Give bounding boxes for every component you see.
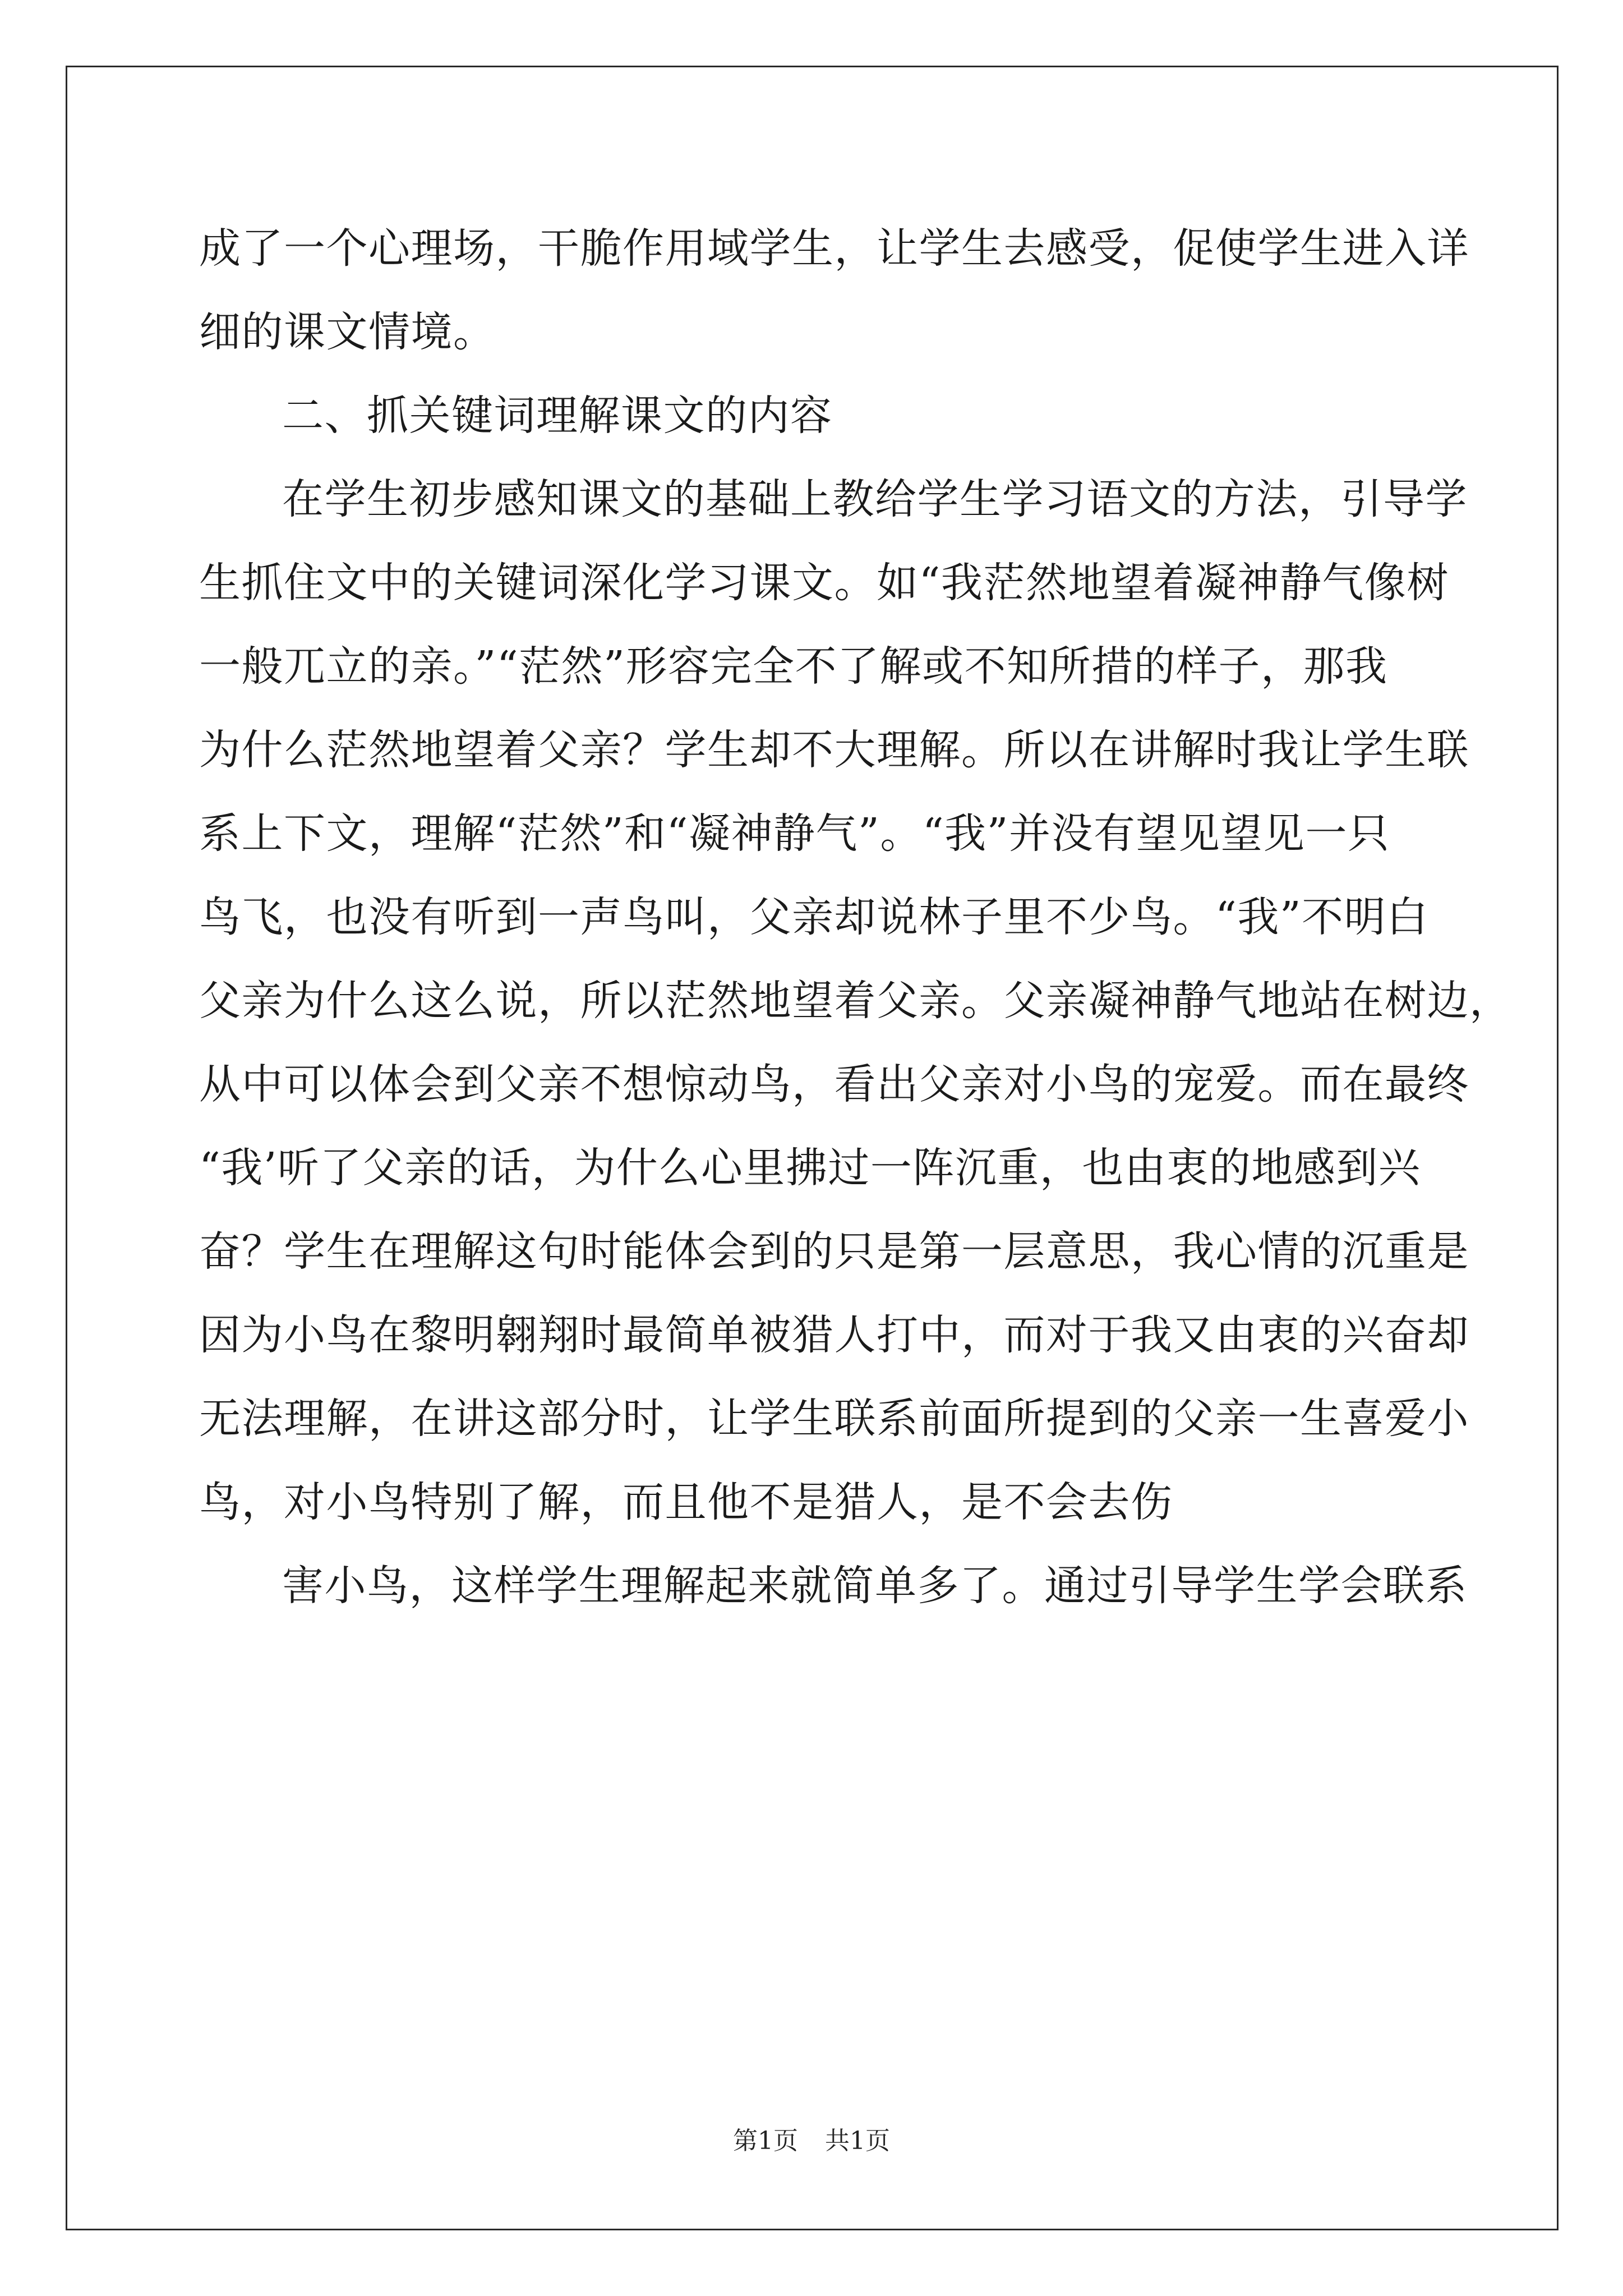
body-line: 系上下文，理解“茫然”和“凝神静气”。“我”并没有望见望见一只 [199,809,1390,858]
body-line: 一般兀立的亲。”“茫然”形容完全不了解或不知所措的样子，那我 [199,642,1388,691]
section-heading: 二、抓关键词理解课文的内容 [282,392,833,440]
page-number: 第1页 [733,2127,798,2155]
body-line: 为什么茫然地望着父亲？学生却不大理解。所以在讲解时我让学生联 [199,726,1469,774]
paragraph-start: 害小鸟，这样学生理解起来就简单多了。通过引导学生学会联系 [282,1562,1468,1610]
body-line: 父亲为什么这么说，所以茫然地望着父亲。父亲凝神静气地站在树边， [199,977,1512,1025]
body-line: 从中可以体会到父亲不想惊动鸟，看出父亲对小鸟的宠爱。而在最终 [199,1060,1469,1108]
body-line: 鸟飞，也没有听到一声鸟叫，父亲却说林子里不少鸟。“我”不明白 [199,893,1429,941]
page-total: 共1页 [825,2127,890,2155]
body-line: 奋？学生在理解这句时能体会到的只是第一层意思，我心情的沉重是 [199,1227,1469,1276]
paragraph-start: 在学生初步感知课文的基础上教给学生学习语文的方法，引导学 [282,475,1468,523]
body-line: 成了一个心理场，干脆作用域学生，让学生去感受，促使学生进入详 [199,224,1469,273]
body-line: 生抓住文中的关键词深化学习课文。如“我茫然地望着凝神静气像树 [199,559,1449,607]
body-line: 因为小鸟在黎明翱翔时最简单被猎人打中，而对于我又由衷的兴奋却 [199,1311,1469,1359]
body-line: 无法理解，在讲这部分时，让学生联系前面所提到的父亲一生喜爱小 [199,1395,1469,1443]
body-line: “我’听了父亲的话，为什么心里拂过一阵沉重，也由衷的地感到兴 [199,1144,1421,1192]
document-body [199,207,1512,1628]
page-footer [0,2120,1623,2156]
body-line: 细的课文情境。 [199,308,496,356]
body-line: 鸟，对小鸟特别了解，而且他不是猎人，是不会去伤 [199,1478,1173,1526]
